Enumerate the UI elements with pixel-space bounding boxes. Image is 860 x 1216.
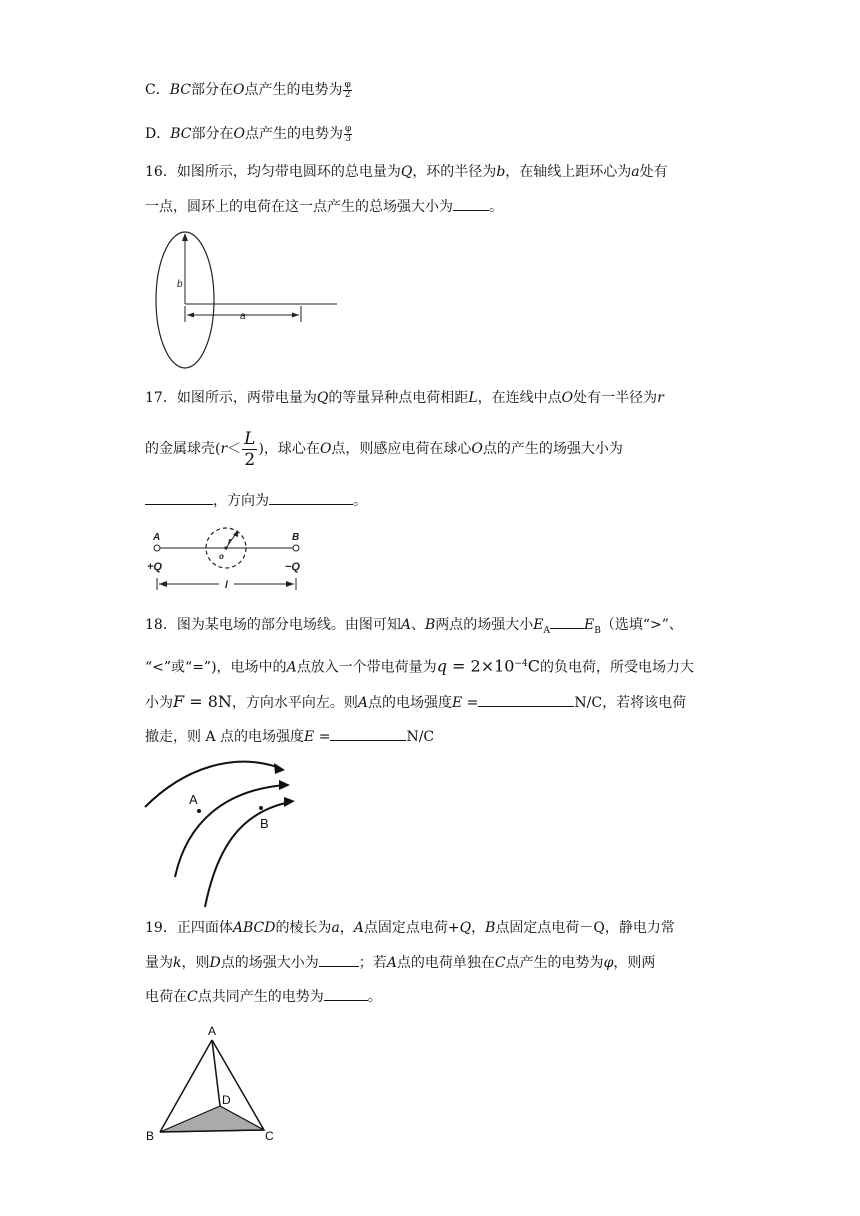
q19-line-1: 19．正四面体ABCD的棱长为a，A点固定点电荷+Q，B点固定点电荷－Q，静电力常 (145, 920, 675, 936)
label-A: A (189, 792, 198, 807)
q19-tetrahedron-figure (145, 1018, 285, 1146)
q16-ring-figure (150, 230, 350, 372)
q17-direction-blank (269, 490, 353, 505)
option-c: C．BC部分在O点产生的电势为 $\frac{\varphi}{2}$ (145, 79, 351, 100)
q17-line-3: ，方向为 。 (145, 490, 367, 511)
label-r: r (228, 536, 232, 546)
q18-compare-blank (550, 614, 584, 629)
q18-field-after-blank (330, 726, 406, 741)
radius-arrowhead (182, 233, 188, 241)
point-A (197, 809, 201, 813)
q19-line-2: 量为k，则D点的场强大小为 ；若A点的电荷单独在C点产生的电势为φ，则两 (145, 952, 655, 973)
fraction-phi-over-3: $\frac{\varphi}{3}$ (344, 123, 352, 144)
q19-line-3: 电荷在C点共同产生的电势为 。 (145, 986, 382, 1007)
q18-line-2: “<”或“=”)，电场中的A点放入一个带电荷量为$q = 2\times 10^{-4}C$的负电荷，所受电场力大 (145, 656, 694, 676)
q17-line-1: 17．如图所示，两带电量为Q的等量异种点电荷相距L，在连线中点O处有一半径为r (145, 390, 664, 406)
label-B: B (146, 1129, 155, 1143)
q17-magnitude-blank (145, 490, 213, 505)
label-a: a (240, 311, 246, 322)
q17-line-2: 的金属球壳(r＜ $\frac{L}{2}$ )，球心在O点，则感应电荷在球心O点的产生的场强大小为 (145, 428, 623, 470)
q18-line-1: 18．图为某电场的部分电场线。由图可知A、B两点的场强大小$E_A$ $E_B$（选填“>”、 (145, 614, 683, 641)
edge-AD (212, 1040, 220, 1106)
q18-field-blank (478, 692, 574, 707)
q17-charges-figure (145, 528, 325, 594)
q18-line-3: 小为F = 8N，方向水平向左。则A点的电场强度E = N/C，若将该电荷 (145, 692, 687, 711)
point-B (259, 806, 263, 810)
label-minus-Q: −Q (285, 561, 300, 573)
q19-field-blank (319, 952, 359, 967)
q18-line-4: 撤走，则 A 点的电场强度E = N/C (145, 726, 434, 747)
field-line-bottom (205, 802, 290, 907)
label-l: l (225, 580, 228, 591)
charge-minus (293, 545, 299, 551)
label-C: C (265, 1129, 274, 1143)
charge-plus (154, 545, 160, 551)
label-D: D (222, 1093, 231, 1107)
shaded-face-BDC (160, 1106, 264, 1132)
q16-answer-blank (453, 196, 489, 211)
q19-potential-blank (324, 986, 368, 1001)
field-line-top (145, 762, 280, 807)
label-A: A (208, 1024, 217, 1038)
label-A: A (153, 532, 161, 543)
q16-line-2: 一点，圆环上的电荷在这一点产生的总场强大小为 。 (145, 196, 503, 217)
label-B: B (292, 532, 300, 543)
option-d: D．BC部分在O点产生的电势为 $\frac{\varphi}{3}$ (145, 123, 352, 144)
q16-line-1: 16．如图所示，均匀带电圆环的总电量为Q，环的半径为b，在轴线上距环心为a处有 (145, 164, 668, 180)
q18-field-lines-figure (145, 752, 305, 912)
label-b: b (177, 279, 183, 290)
fraction-L-over-2: $\frac{L}{2}$ (244, 428, 256, 470)
fraction-phi-over-2: $\frac{\varphi}{2}$ (344, 79, 351, 100)
label-plus-Q: +Q (147, 561, 162, 573)
label-o: o (219, 552, 224, 561)
label-B: B (260, 816, 269, 831)
